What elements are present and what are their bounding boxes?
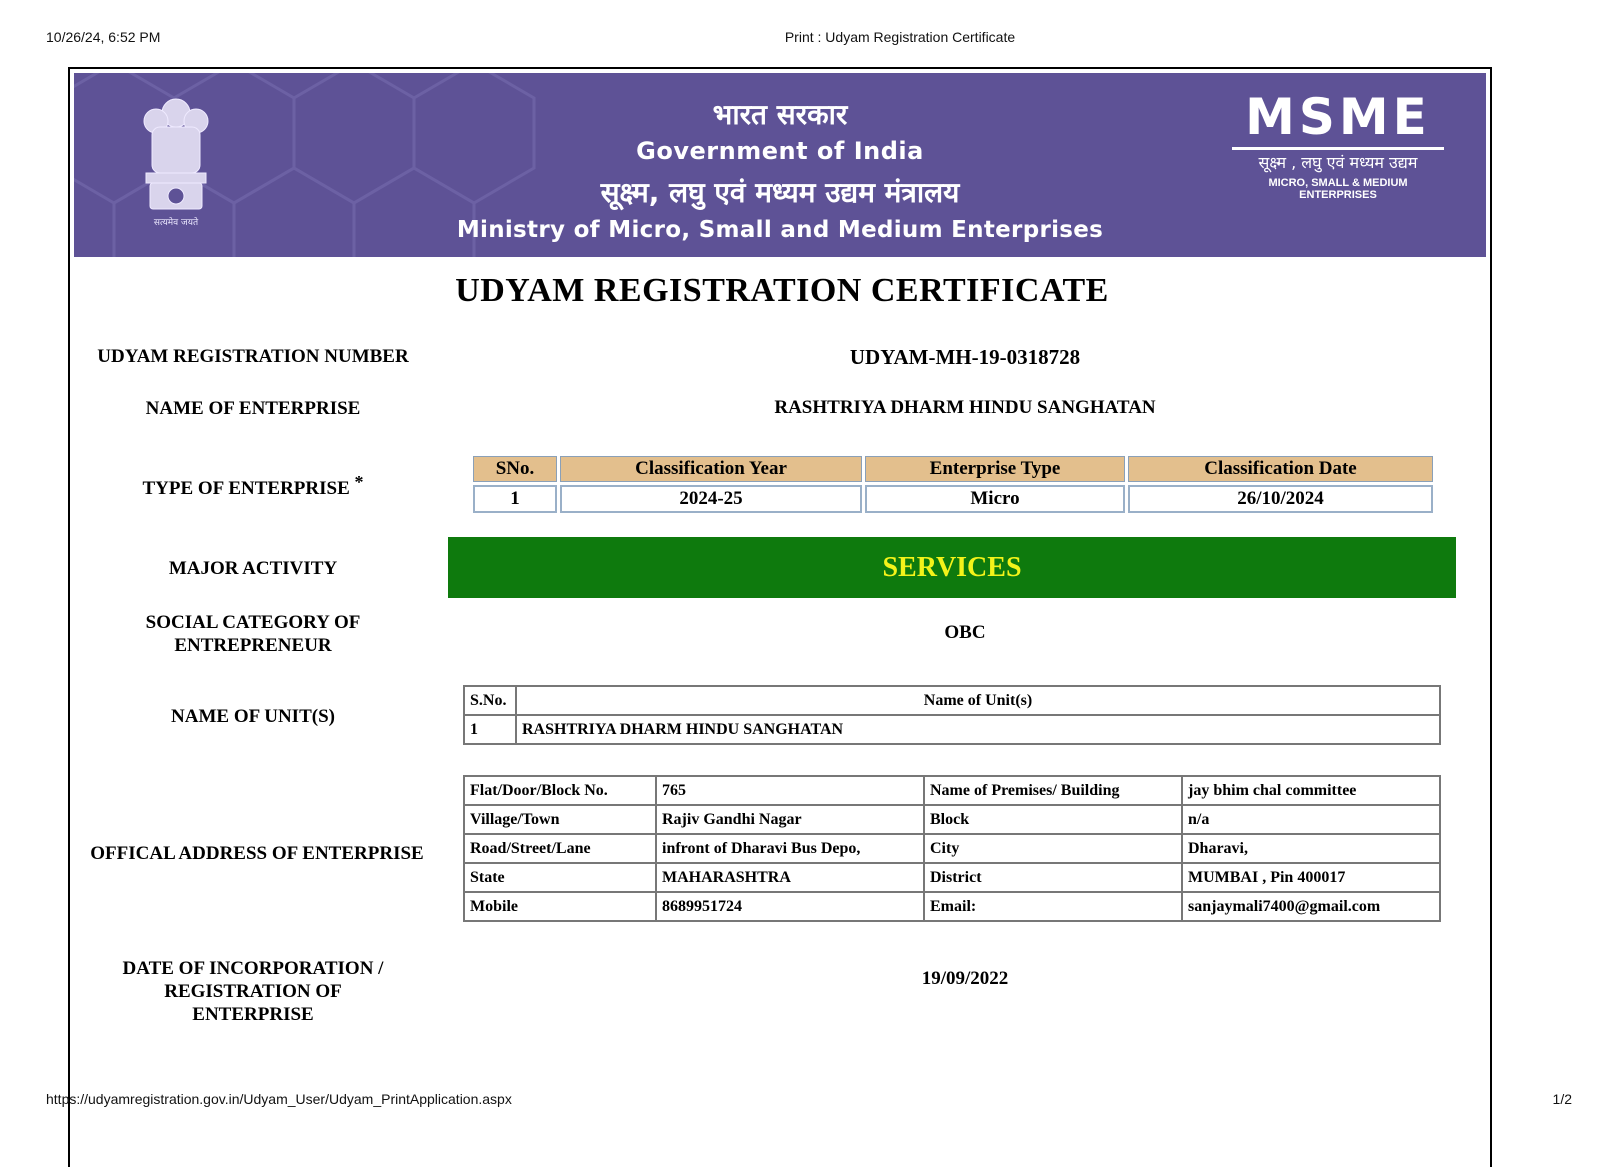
ministry-title: Ministry of Micro, Small and Medium Enterprises bbox=[456, 217, 1104, 243]
print-url: https://udyamregistration.gov.in/Udyam_User/Udyam_PrintApplication.aspx bbox=[46, 1091, 512, 1107]
address-key: Block bbox=[924, 805, 1182, 834]
units-table bbox=[463, 685, 1441, 745]
certificate-title: UDYAM REGISTRATION CERTIFICATE bbox=[455, 272, 1109, 309]
enterprise-type-label-text: TYPE OF ENTERPRISE bbox=[142, 478, 350, 499]
table-row bbox=[464, 715, 1440, 744]
incorporation-date: 19/09/2022 bbox=[921, 968, 1009, 989]
msme-logo bbox=[1232, 89, 1444, 201]
units-header-name: Name of Unit(s) bbox=[516, 686, 1440, 715]
print-title: Print : Udyam Registration Certificate bbox=[784, 29, 1016, 45]
type-cell-sno: 1 bbox=[473, 485, 557, 513]
address-value: Dharavi, bbox=[1182, 834, 1440, 863]
incorporation-label: DATE OF INCORPORATION / REGISTRATION OF ENTERPRISE bbox=[122, 958, 384, 1025]
table-row bbox=[464, 892, 1440, 921]
address-value: 8689951724 bbox=[656, 892, 924, 921]
enterprise-type-table bbox=[470, 453, 1436, 516]
page-number: 1/2 bbox=[1552, 1091, 1572, 1107]
social-category-value: OBC bbox=[944, 622, 986, 643]
address-key: Flat/Door/Block No. bbox=[464, 776, 656, 805]
hindi-ministry-title: सूक्ष्म, लघु एवं मध्यम उद्यम मंत्रालय bbox=[600, 176, 960, 209]
table-row bbox=[473, 485, 1433, 513]
address-key: Email: bbox=[924, 892, 1182, 921]
certificate-frame bbox=[68, 67, 1492, 1167]
table-row bbox=[464, 834, 1440, 863]
msme-logo-text: MSME bbox=[1245, 88, 1431, 146]
address-value: sanjaymali7400@gmail.com bbox=[1182, 892, 1440, 921]
units-header-sno: S.No. bbox=[464, 686, 516, 715]
address-key: District bbox=[924, 863, 1182, 892]
address-value: MUMBAI , Pin 400017 bbox=[1182, 863, 1440, 892]
msme-english-tagline: MICRO, SMALL & MEDIUM ENTERPRISES bbox=[1268, 177, 1408, 201]
print-datetime: 10/26/24, 6:52 PM bbox=[46, 29, 161, 45]
msme-logo-rule bbox=[1232, 147, 1444, 150]
major-activity-label: MAJOR ACTIVITY bbox=[168, 558, 338, 579]
type-cell-year: 2024-25 bbox=[560, 485, 862, 513]
table-row bbox=[464, 805, 1440, 834]
address-value: MAHARASHTRA bbox=[656, 863, 924, 892]
reg-number-label: UDYAM REGISTRATION NUMBER bbox=[97, 346, 409, 367]
address-value: infront of Dharavi Bus Depo, bbox=[656, 834, 924, 863]
address-key: State bbox=[464, 863, 656, 892]
units-cell-sno: 1 bbox=[464, 715, 516, 744]
address-value: Rajiv Gandhi Nagar bbox=[656, 805, 924, 834]
units-label: NAME OF UNIT(S) bbox=[171, 706, 335, 727]
hindi-government-title: भारत सरकार bbox=[712, 98, 848, 131]
address-key: Village/Town bbox=[464, 805, 656, 834]
major-activity-banner: SERVICES bbox=[448, 537, 1456, 598]
units-table-header bbox=[464, 686, 1440, 715]
government-title: Government of India bbox=[636, 137, 924, 165]
reg-number-value: UDYAM-MH-19-0318728 bbox=[849, 345, 1081, 369]
header-banner bbox=[74, 73, 1486, 257]
enterprise-type-label bbox=[88, 472, 418, 500]
msme-hindi-tagline: सूक्ष्म , लघु एवं मध्यम उद्यम bbox=[1258, 153, 1418, 172]
address-table bbox=[463, 775, 1441, 922]
type-header-year: Classification Year bbox=[560, 456, 862, 482]
address-value: 765 bbox=[656, 776, 924, 805]
type-header-date: Classification Date bbox=[1128, 456, 1433, 482]
type-header-type: Enterprise Type bbox=[865, 456, 1125, 482]
table-row bbox=[464, 776, 1440, 805]
units-cell-name: RASHTRIYA DHARM HINDU SANGHATAN bbox=[516, 715, 1440, 744]
enterprise-type-marker: * bbox=[354, 472, 364, 492]
social-category-label: SOCIAL CATEGORY OF ENTREPRENEUR bbox=[145, 612, 361, 656]
address-key: City bbox=[924, 834, 1182, 863]
emblem-motto: सत्यमेव जयते bbox=[153, 218, 199, 228]
address-value: n/a bbox=[1182, 805, 1440, 834]
address-key: Name of Premises/ Building bbox=[924, 776, 1182, 805]
type-table-header bbox=[473, 456, 1433, 482]
address-key: Road/Street/Lane bbox=[464, 834, 656, 863]
type-header-sno: SNo. bbox=[473, 456, 557, 482]
address-value: jay bhim chal committee bbox=[1182, 776, 1440, 805]
type-cell-type: Micro bbox=[865, 485, 1125, 513]
address-key: Mobile bbox=[464, 892, 656, 921]
address-label: OFFICAL ADDRESS OF ENTERPRISE bbox=[90, 843, 424, 864]
enterprise-name-label: NAME OF ENTERPRISE bbox=[145, 398, 361, 419]
enterprise-name-value: RASHTRIYA DHARM HINDU SANGHATAN bbox=[774, 397, 1156, 418]
type-cell-date: 26/10/2024 bbox=[1128, 485, 1433, 513]
table-row bbox=[464, 863, 1440, 892]
